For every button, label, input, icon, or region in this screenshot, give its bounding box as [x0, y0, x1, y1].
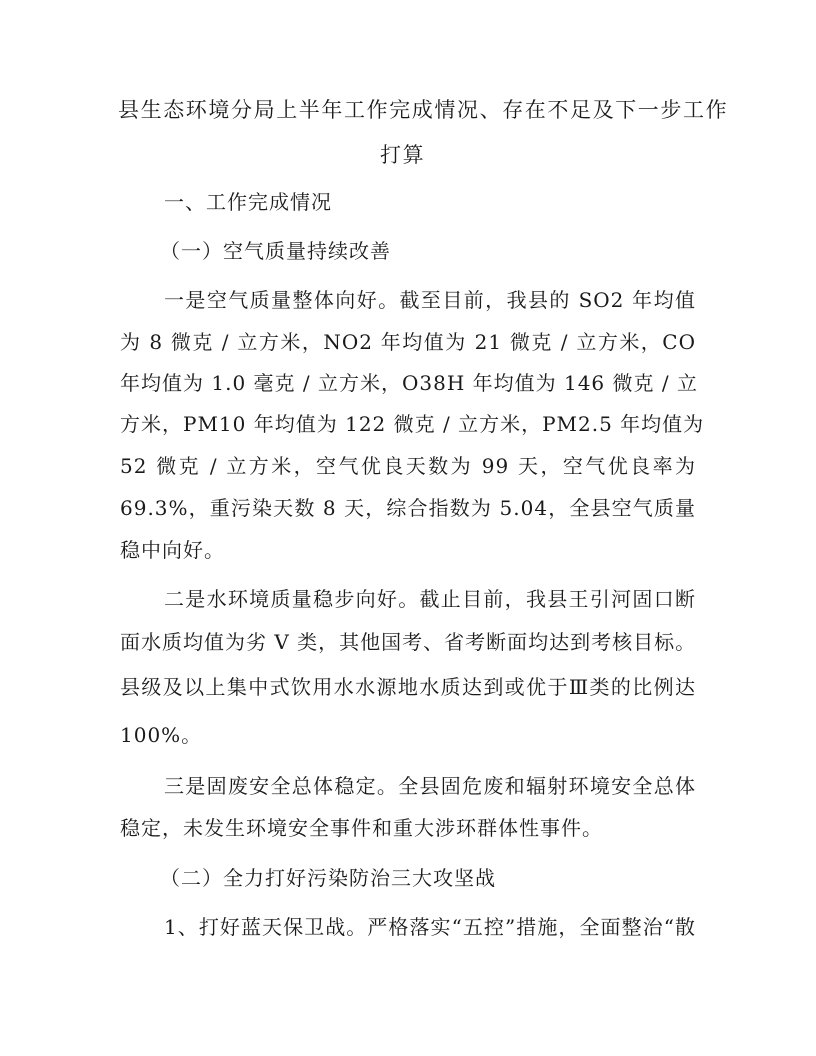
paragraph-water-quality-line: 面水质均值为劣 V 类，其他国考、省考断面均达到考核目标。 — [120, 630, 697, 654]
document-title-line-1: 县生态环境分局上半年工作完成情况、存在不足及下一步工作 — [118, 98, 729, 122]
document-title-line-2: 打算 — [380, 143, 426, 167]
paragraph-blue-sky-line: 1、打好蓝天保卫战。严格落实“五控”措施，全面整治“散 — [164, 915, 696, 939]
section-heading-work-completion: 一、工作完成情况 — [164, 190, 332, 214]
subsection-heading-air-quality: （一）空气质量持续改善 — [160, 239, 391, 263]
paragraph-air-quality-line: 为 8 微克 / 立方米，NO2 年均值为 21 微克 / 立方米，CO — [120, 330, 696, 354]
paragraph-air-quality-line: 52 微克 / 立方米，空气优良天数为 99 天，空气优良率为 — [120, 454, 696, 478]
paragraph-air-quality-line: 方米，PM10 年均值为 122 微克 / 立方米，PM2.5 年均值为 — [120, 412, 705, 436]
paragraph-air-quality-line: 69.3%，重污染天数 8 天，综合指数为 5.04，全县空气质量 — [120, 496, 696, 520]
paragraph-water-quality-line: 二是水环境质量稳步向好。截止目前，我县王引河固口断 — [164, 587, 696, 611]
paragraph-air-quality-line: 年均值为 1.0 毫克 / 立方米，O38H 年均值为 146 微克 / 立 — [120, 371, 698, 395]
paragraph-solid-waste-line: 三是固废安全总体稳定。全县固危废和辐射环境安全总体 — [164, 774, 696, 798]
paragraph-air-quality-line: 一是空气质量整体向好。截至目前，我县的 SO2 年均值 — [164, 288, 696, 312]
paragraph-water-quality-line: 100%。 — [120, 723, 203, 747]
paragraph-water-quality-line: 县级及以上集中式饮用水水源地水质达到或优于Ⅲ类的比例达 — [120, 675, 696, 699]
subsection-heading-pollution-prevention: （二）全力打好污染防治三大攻坚战 — [160, 866, 496, 890]
paragraph-air-quality-line: 稳中向好。 — [120, 538, 225, 562]
paragraph-solid-waste-line: 稳定，未发生环境安全事件和重大涉环群体性事件。 — [120, 816, 603, 840]
